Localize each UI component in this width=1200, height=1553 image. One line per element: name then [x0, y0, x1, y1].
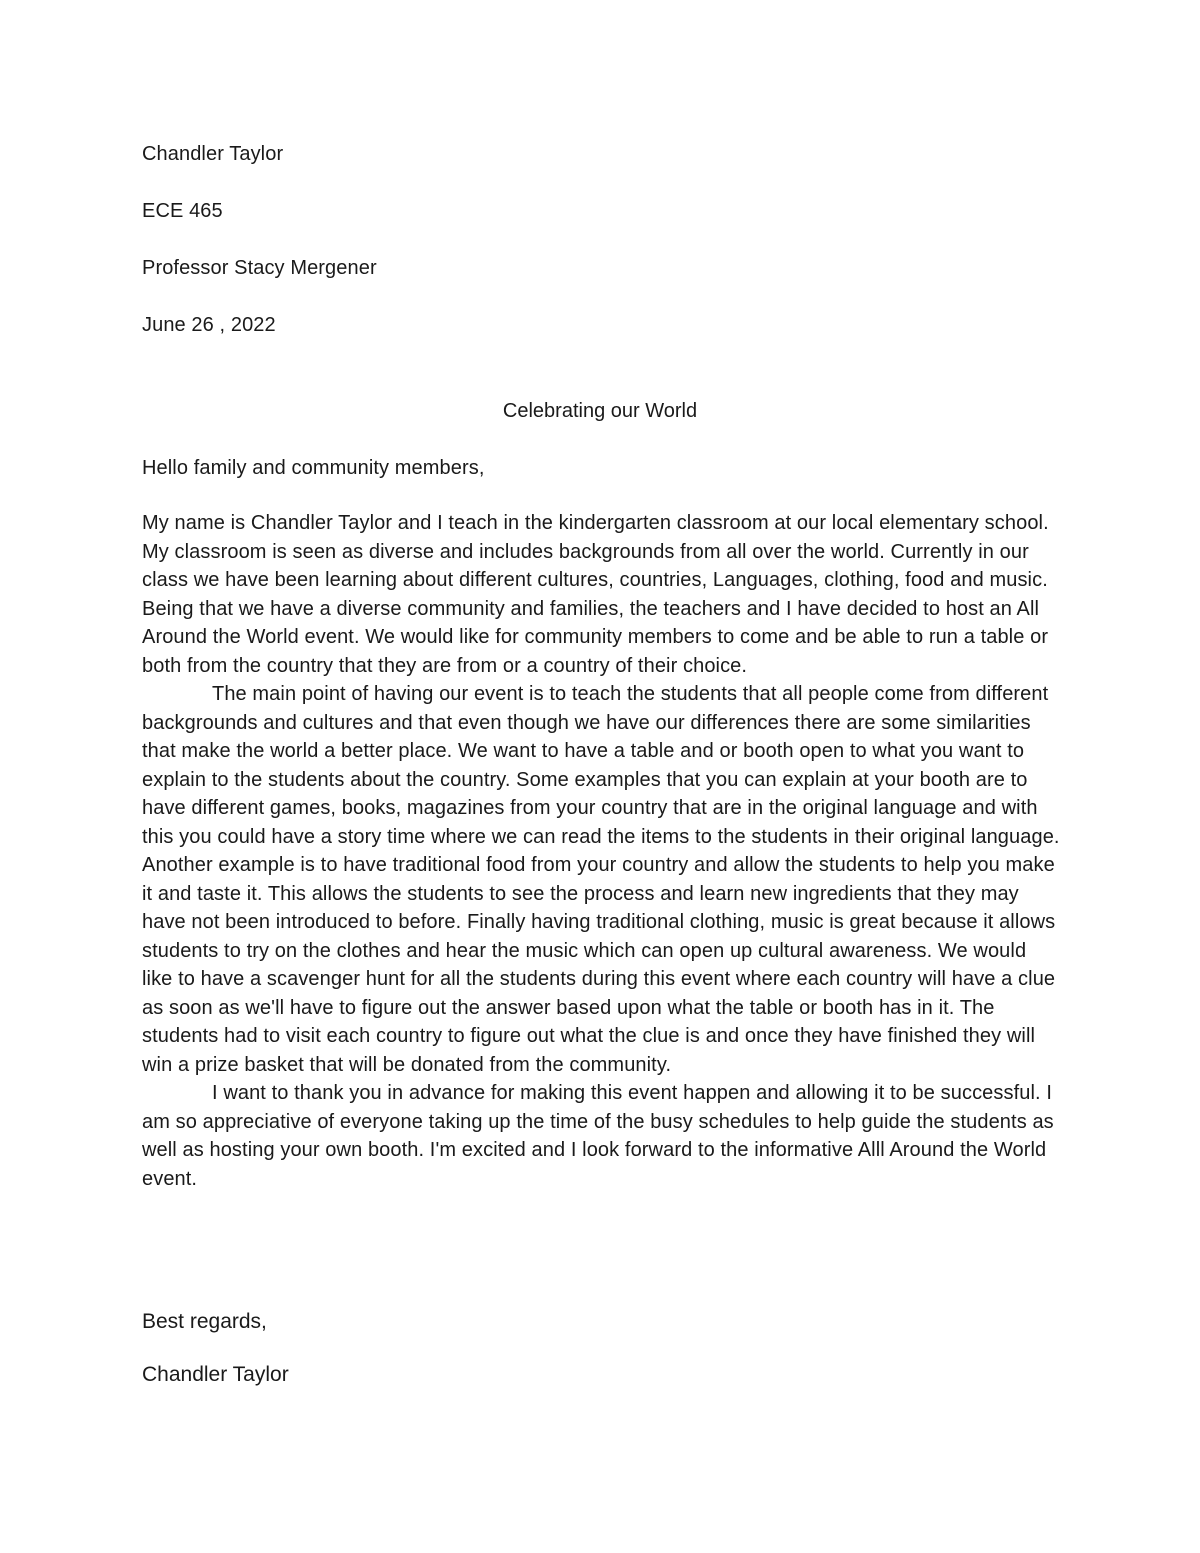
greeting: Hello family and community members,: [142, 457, 485, 479]
closing-salutation: Best regards,: [142, 1310, 267, 1333]
letter-body: [142, 509, 1062, 1193]
author-name: Chandler Taylor: [142, 143, 284, 165]
closing-signature: Chandler Taylor: [142, 1363, 289, 1386]
professor-name: Professor Stacy Mergener: [142, 257, 377, 279]
date: June 26 , 2022: [142, 314, 276, 336]
course-code: ECE 465: [142, 200, 223, 222]
document-title: Celebrating our World: [502, 400, 698, 422]
paragraph-event-details: The main point of having our event is to teach the students that all people come from different backgrounds and cultures and that even though we have our differences there are some similarities that make the world a better place. We want to have a table and or booth open to what you want to explain to the students about the country. Some examples that you can explain at your booth are to have different games, books, magazines from your country that are in the original language and with this you could have a story time where we can read the items to the students in their original language. Another example is to have traditional food from your country and allow the students to help you make it and taste it. This allows the students to see the process and learn new ingredients that they may have not been introduced to before. Finally having traditional clothing, music is great because it allows students to try on the clothes and hear the music which can open up cultural awareness. We would like to have a scavenger hunt for all the students during this event where each country will have a clue as soon as we'll have to figure out the answer based upon what the table or booth has in it. The students had to visit each country to figure out what the clue is and once they have finished they will win a prize basket that will be donated from the community.: [142, 683, 1060, 1076]
paragraph-intro: My name is Chandler Taylor and I teach in the kindergarten classroom at our local elementary school. My classroom is seen as diverse and includes backgrounds from all over the world. Currently in our class we have been learning about different cultures, countries, Languages, clothing, food and music. Being that we have a diverse community and families, the teachers and I have decided to host an All Around the World event. We would like for community members to come and be able to run a table or both from the country that they are from or a country of their choice.: [142, 512, 1049, 677]
paragraph-thanks: I want to thank you in advance for making this event happen and allowing it to be successful. I am so appreciative of everyone taking up the time of the busy schedules to help guide the students as well as hosting your own booth. I'm excited and I look forward to the informative Alll Around the World event.: [142, 1082, 1054, 1190]
